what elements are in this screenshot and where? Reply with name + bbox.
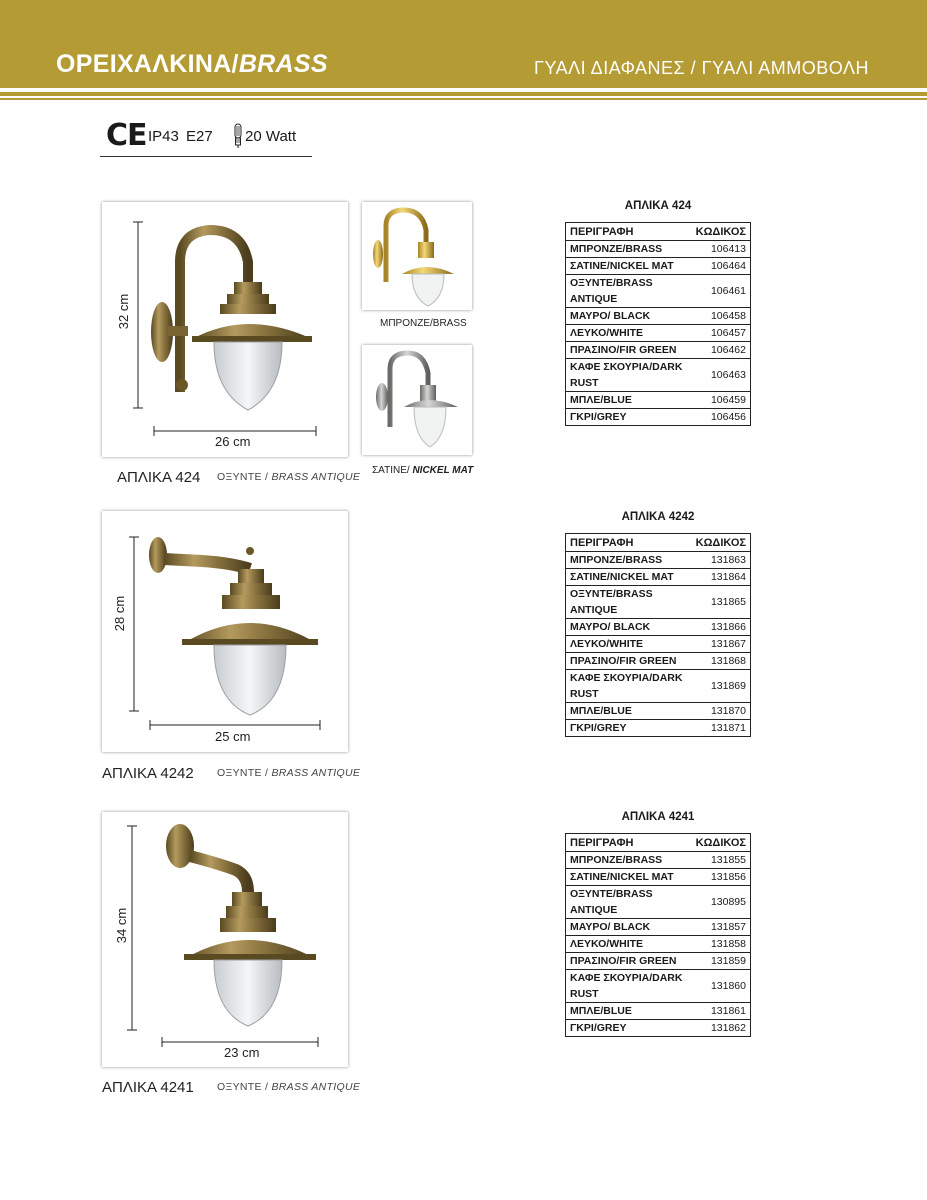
ip-rating: IP43 [148,128,179,145]
header-band [0,0,927,88]
table-row [566,852,751,869]
page-title [56,50,328,79]
table-row [566,1003,751,1020]
lamp-nickel-icon [362,345,472,455]
row-code: 106413 [692,241,751,258]
variant-photo-nickel [362,345,472,455]
table-row [566,308,751,325]
table-row [566,886,751,919]
code-table-4242 [565,533,751,737]
table-row [566,869,751,886]
row-description: ΚΑΦΕ ΣΚΟΥΡΙΑ/DARK RUST [566,359,692,392]
row-code: 131858 [692,936,751,953]
row-code: 131865 [692,586,751,619]
col-code-header: ΚΩΔΙΚΟΣ [692,223,751,241]
table-row [566,670,751,703]
row-description: ΜΠΛΕ/BLUE [566,703,692,720]
table-row [566,392,751,409]
socket-type: E27 [186,128,213,145]
row-description: ΜΑΥΡΟ/ BLACK [566,619,692,636]
product-photo-424 [102,202,348,457]
row-description: ΠΡΑΣΙΝΟ/FIR GREEN [566,342,692,359]
width-dimension: 23 cm [224,1045,260,1060]
table-row [566,359,751,392]
row-code: 131867 [692,636,751,653]
row-description: ΜΠΡΟΝΖΕ/BRASS [566,852,692,869]
height-dimension: 32 cm [116,293,132,330]
product-finish-4242: ΟΞΥΝΤΕ / BRASS ANTIQUE [217,767,361,779]
row-code: 131870 [692,703,751,720]
row-code: 131864 [692,569,751,586]
table-row [566,619,751,636]
product-name-4242: ΑΠΛΙΚΑ 4242 [102,765,194,782]
table-row [566,970,751,1003]
variant-caption-brass: ΜΠΡΟΝΖΕ/BRASS [380,318,467,329]
table-row [566,586,751,619]
col-desc-header: ΠΕΡΙΓΡΑΦΗ [566,834,692,852]
product-photo-4242 [102,511,348,752]
table-row [566,569,751,586]
row-description: ΠΡΑΣΙΝΟ/FIR GREEN [566,953,692,970]
table-header-row [566,834,751,852]
row-description: ΜΠΛΕ/BLUE [566,1003,692,1020]
table-title-4241: ΑΠΛΙΚΑ 4241 [621,811,695,823]
table-row [566,636,751,653]
row-code: 131866 [692,619,751,636]
product-name-4241: ΑΠΛΙΚΑ 4241 [102,1079,194,1096]
row-description: ΜΠΛΕ/BLUE [566,392,692,409]
row-description: ΟΞΥΝΤΕ/BRASS ANTIQUE [566,275,692,308]
table-row [566,275,751,308]
row-code: 131862 [710,1022,746,1034]
row-description: ΜΑΥΡΟ/ BLACK [566,308,692,325]
row-code: 131869 [692,670,751,703]
row-code: 131868 [692,653,751,670]
row-description: ΚΑΦΕ ΣΚΟΥΡΙΑ/DARK RUST [566,670,692,703]
row-description: ΣΑΤΙΝΕ/NICKEL MAT [566,258,692,275]
row-description: ΣΑΤΙΝΕ/NICKEL MAT [566,569,692,586]
height-dimension: 28 cm [112,595,128,632]
col-code-header: ΚΩΔΙΚΟΣ [692,534,751,552]
row-code: 106462 [692,342,751,359]
row-description: ΣΑΤΙΝΕ/NICKEL MAT [566,869,692,886]
row-description: ΠΡΑΣΙΝΟ/FIR GREEN [566,653,692,670]
lamp-brass-icon [362,202,472,310]
row-code: 106464 [692,258,751,275]
row-description: ΛΕΥΚΟ/WHITE [566,636,692,653]
title-main: ΟΡΕΙΧΑΛΚΙΝΑ/ [56,50,239,78]
table-title-4242: ΑΠΛΙΚΑ 4242 [621,511,695,523]
table-row [566,241,751,258]
row-code: 131857 [692,919,751,936]
product-finish-424: ΟΞΥΝΤΕ / BRASS ANTIQUE [217,471,361,483]
row-code: 106457 [692,325,751,342]
variant-photo-brass [362,202,472,310]
row-code: 106461 [692,275,751,308]
row-description: ΓΚΡΙ/GREY [570,722,627,734]
row-description: ΚΑΦΕ ΣΚΟΥΡΙΑ/DARK RUST [566,970,692,1003]
col-desc-header: ΠΕΡΙΓΡΑΦΗ [566,223,692,241]
wattage: 20 Watt [245,128,297,145]
row-code: 131856 [692,869,751,886]
spec-strip [100,118,312,157]
row-description: ΛΕΥΚΟ/WHITE [566,325,692,342]
table-row [566,653,751,670]
row-code: 131863 [692,552,751,569]
table-row [566,409,751,426]
table-row [566,720,751,737]
row-code: 130895 [692,886,751,919]
table-row [566,342,751,359]
row-code: 131871 [710,722,746,734]
header-stripe [0,98,927,100]
row-code: 131860 [692,970,751,1003]
code-table-424 [565,222,751,426]
row-code: 106456 [710,411,746,423]
table-row [566,953,751,970]
bulb-icon [233,123,243,149]
row-description: ΜΠΡΟΝΖΕ/BRASS [566,552,692,569]
row-code: 106463 [692,359,751,392]
ce-mark-icon: CE [106,118,147,153]
width-dimension: 25 cm [215,729,251,744]
row-code: 106458 [692,308,751,325]
title-italic: BRASS [238,50,328,78]
product-name-424: ΑΠΛΙΚΑ 424 [117,469,201,486]
table-header-row [566,223,751,241]
width-dimension: 26 cm [215,434,251,449]
row-description: ΜΠΡΟΝΖΕ/BRASS [566,241,692,258]
table-row [566,552,751,569]
table-row [566,936,751,953]
table-header-row [566,534,751,552]
row-description: ΜΑΥΡΟ/ BLACK [566,919,692,936]
height-dimension: 34 cm [114,907,130,944]
table-title-424: ΑΠΛΙΚΑ 424 [624,200,692,212]
row-description: ΓΚΡΙ/GREY [570,1022,627,1034]
table-row [566,258,751,275]
row-description: ΟΞΥΝΤΕ/BRASS ANTIQUE [566,886,692,919]
product-finish-4241: ΟΞΥΝΤΕ / BRASS ANTIQUE [217,1081,361,1093]
col-desc-header: ΠΕΡΙΓΡΑΦΗ [566,534,692,552]
table-row [566,1020,751,1037]
table-row [566,325,751,342]
row-description: ΓΚΡΙ/GREY [570,411,627,423]
table-row [566,919,751,936]
lamp-4242-icon [102,511,348,752]
lamp-4241-icon [102,812,348,1067]
row-code: 106459 [692,392,751,409]
row-description: ΛΕΥΚΟ/WHITE [566,936,692,953]
table-row [566,703,751,720]
variant-caption-nickel: ΣΑΤΙΝΕ/ NICKEL MAT [372,465,474,476]
lamp-424-icon [102,202,348,457]
col-code-header: ΚΩΔΙΚΟΣ [692,834,751,852]
row-code: 131861 [692,1003,751,1020]
row-code: 131859 [692,953,751,970]
code-table-4241 [565,833,751,1037]
product-photo-4241 [102,812,348,1067]
row-code: 131855 [692,852,751,869]
row-description: ΟΞΥΝΤΕ/BRASS ANTIQUE [566,586,692,619]
glass-type-title: ΓΥΑΛΙ ΔΙΑΦΑΝΕΣ / ΓΥΑΛΙ ΑΜΜΟΒΟΛΗ [534,58,869,78]
